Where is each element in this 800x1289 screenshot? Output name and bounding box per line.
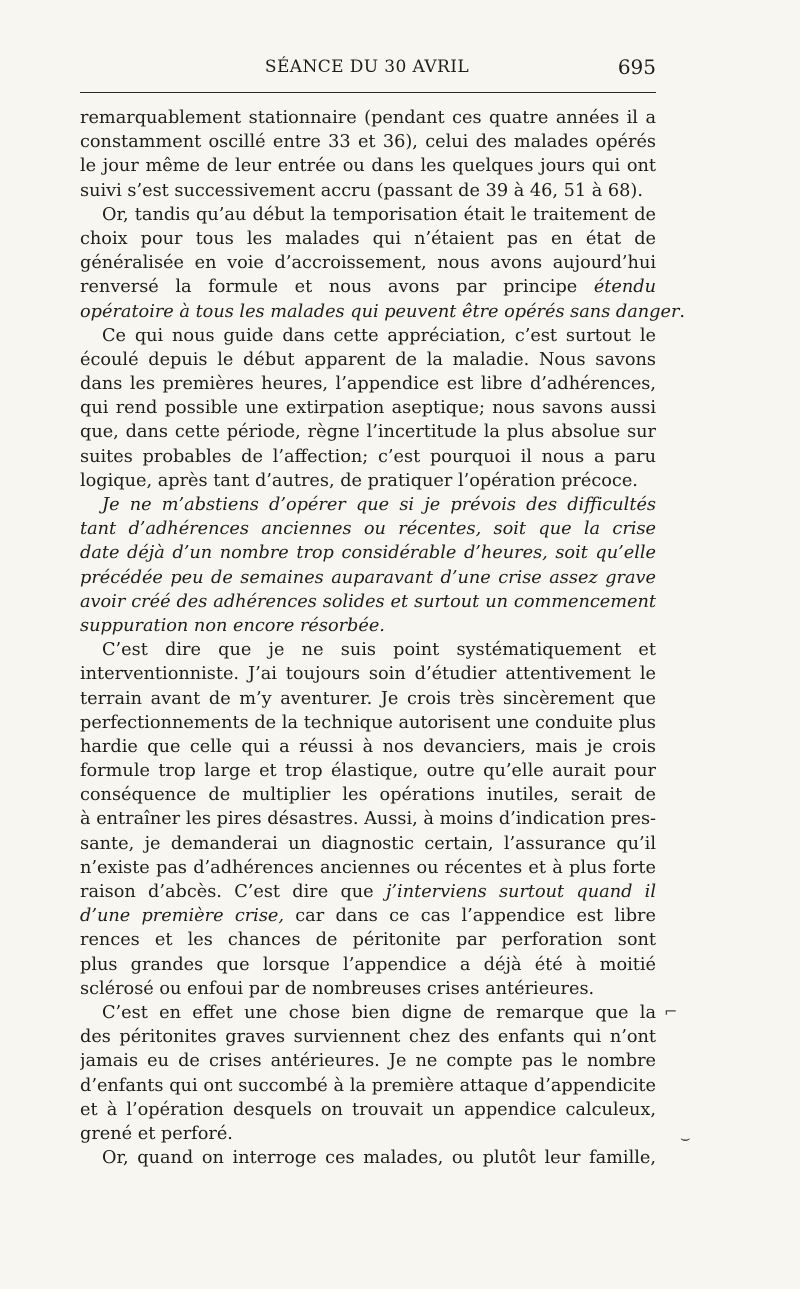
text-span: conséquence de multiplier les opérations inutiles, serait de	[80, 785, 656, 806]
text-span: perfectionnements de la technique autorisent une conduite plus	[80, 712, 656, 733]
italic-text: Je ne m’abstiens d’opérer que si je prévois des difficultés	[102, 495, 656, 515]
text-line	[80, 517, 656, 541]
text-span: sclérosé ou enfoui par de nombreuses crises antérieures.	[80, 978, 595, 999]
italic-text: j’interviens surtout quand il	[385, 882, 656, 902]
text-span: rences et les chances de péritonite par perforation sont	[80, 930, 656, 951]
text-line	[80, 590, 656, 614]
text-line	[80, 445, 656, 469]
italic-text: avoir créé des adhérences solides et surtout un commencement	[80, 591, 656, 612]
text-line	[80, 541, 656, 565]
text-line	[80, 711, 656, 735]
text-line	[80, 179, 656, 203]
margin-mark: ⌐	[664, 1002, 678, 1021]
text-line	[80, 203, 656, 227]
text-span: choix pour tous les malades qui n’étaient pas en état de	[80, 228, 656, 249]
text-span: raison d’abcès. C’est dire que	[80, 882, 386, 902]
italic-text: tant d’adhérences anciennes ou récentes, soit que la crise	[80, 519, 656, 540]
running-title: SÉANCE DU 30 AVRIL	[264, 57, 470, 77]
text-span: qui rend possible une extirpation aseptique; nous savons aussi	[80, 398, 656, 419]
text-line	[80, 856, 656, 880]
text-line	[80, 566, 656, 590]
text-line	[80, 977, 656, 1001]
text-span: n’existe pas d’adhérences anciennes ou récentes et à plus forte	[80, 857, 656, 878]
text-line	[80, 106, 656, 130]
text-line	[80, 227, 656, 251]
body-text	[80, 106, 686, 1170]
text-line	[80, 687, 656, 711]
header-rule	[80, 92, 656, 93]
text-span: Or, quand on interroge ces malades, ou plutôt leur famille,	[102, 1148, 656, 1169]
text-line	[80, 251, 656, 275]
text-line	[80, 1146, 656, 1170]
text-line	[80, 904, 656, 928]
italic-text: opératoire à tous les malades qui peuvent être opérés sans danger	[80, 301, 680, 322]
italic-text: d’une première crise,	[80, 906, 284, 927]
text-span: et à l’opération desquels on trouvait un appendice calculeux,	[80, 1099, 656, 1120]
text-span: C’est en effet une chose bien digne de remarque que la	[102, 1002, 656, 1023]
text-line	[80, 807, 656, 831]
text-span: que, dans cette période, règne l’incertitude la plus absolue sur	[80, 422, 656, 443]
text-line	[80, 420, 656, 444]
text-line	[80, 1025, 656, 1049]
text-line	[80, 1001, 656, 1025]
text-span: des péritonites graves surviennent chez des enfants qui n’ont	[80, 1027, 656, 1048]
text-line	[80, 614, 656, 638]
text-span: le jour même de leur entrée ou dans les quelques jours qui ont	[80, 156, 656, 177]
text-span: jamais eu de crises antérieures. Je ne compte pas le nombre	[80, 1051, 656, 1072]
text-line	[80, 783, 656, 807]
text-line	[80, 372, 656, 396]
text-span: sante, je demanderai un diagnostic certain, l’assurance qu’il	[80, 833, 656, 854]
text-span: dans les premières heures, l’appendice est libre d’adhérences,	[80, 374, 656, 395]
page-number: 695	[617, 55, 656, 79]
text-line	[80, 1049, 656, 1073]
text-line	[80, 300, 686, 324]
text-span: hardie que celle qui a réussi à nos devanciers, mais je crois	[80, 736, 656, 757]
text-span: logique, après tant d’autres, de pratiquer l’opération précoce.	[80, 470, 638, 491]
text-span: terrain avant de m’y aventurer. Je crois très sincèrement que	[80, 688, 656, 709]
text-line	[80, 275, 656, 299]
text-line	[80, 154, 656, 178]
italic-text: suppuration non encore résorbée.	[80, 615, 385, 636]
text-span: grené et perforé.	[80, 1123, 233, 1144]
text-line	[80, 735, 656, 759]
text-span: généralisée en voie d’accroissement, nous avons aujourd’hui	[80, 253, 656, 274]
text-line	[80, 880, 656, 904]
text-line	[80, 759, 656, 783]
text-span: formule trop large et trop élastique, outre qu’elle aurait pour	[80, 761, 656, 782]
text-span: suivi s’est successivement accru (passant de 39 à 46, 51 à 68).	[80, 180, 643, 201]
text-span: C’est dire que je ne suis point systématiquement et	[102, 640, 656, 661]
text-span: à entraîner les pires désastres. Aussi, à moins d’indication pres-	[80, 809, 656, 830]
text-line	[80, 953, 656, 977]
text-line	[80, 1098, 656, 1122]
text-span: car dans ce cas l’appendice est libre	[295, 906, 656, 927]
italic-text: étendu	[593, 277, 656, 298]
margin-mark: ⌣	[680, 1128, 691, 1147]
text-line	[80, 493, 656, 517]
text-line	[80, 832, 656, 856]
text-line	[80, 469, 656, 493]
text-line	[80, 324, 656, 348]
text-span: .	[679, 301, 686, 322]
text-span: suites probables de l’affection; c’est pourquoi il nous a paru	[80, 446, 656, 467]
text-span: Or, tandis qu’au début la temporisation était le traitement de	[102, 204, 656, 225]
text-line	[80, 928, 656, 952]
italic-text: précédée peu de semaines auparavant d’une crise assez grave	[80, 567, 656, 588]
text-line	[80, 348, 656, 372]
italic-text: date déjà d’un nombre trop considérable d’heures, soit qu’elle	[80, 543, 656, 564]
text-line	[80, 396, 656, 420]
text-line	[80, 638, 656, 662]
text-line	[80, 1074, 656, 1098]
text-span: interventionniste. J’ai toujours soin d’étudier attentivement le	[80, 664, 656, 685]
text-line	[80, 1122, 656, 1146]
text-span: Ce qui nous guide dans cette appréciation, c’est surtout le	[102, 325, 656, 346]
text-span: remarquablement stationnaire (pendant ces quatre années il a	[80, 108, 656, 128]
page-header	[78, 55, 656, 85]
text-span: écoulé depuis le début apparent de la maladie. Nous savons	[80, 349, 656, 370]
text-line	[80, 662, 656, 686]
text-span: constamment oscillé entre 33 et 36), celui des malades opérés	[80, 132, 656, 153]
text-span: d’enfants qui ont succombé à la première attaque d’appendicite	[80, 1075, 656, 1096]
text-line	[80, 130, 656, 154]
text-span: plus grandes que lorsque l’appendice a déjà été à moitié	[80, 954, 656, 975]
text-span: renversé la formule et nous avons par principe	[80, 277, 594, 298]
